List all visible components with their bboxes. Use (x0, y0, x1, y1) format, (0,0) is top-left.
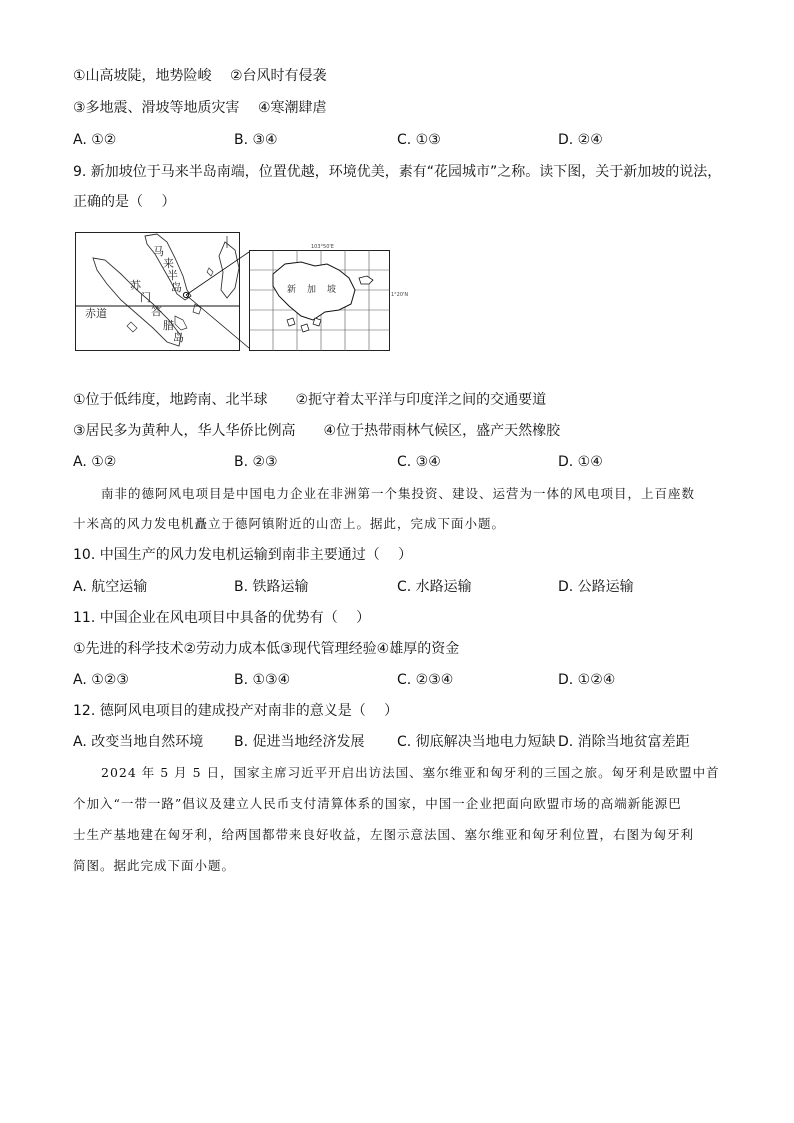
q11-statement: ①先进的科学技术②劳动力成本低③现代管理经验④雄厚的资金 (73, 641, 460, 657)
passage-1-line-2: 十米高的风力发电机矗立于德阿镇附近的山峦上。据此，完成下面小题。 (73, 516, 506, 531)
q11-option-d: D. ①②④ (558, 672, 616, 688)
q10-option-d: D. 公路运输 (558, 579, 634, 595)
q9-option-a: A. ①② (73, 454, 117, 470)
q9-statement-line-2: ③居民多为黄种人，华人华侨比例高 ④位于热带雨林气候区，盛产天然橡胶 (73, 423, 561, 439)
q8-statement-line-1: ①山高坡陡，地势险峻 ②台风时有侵袭 (73, 68, 327, 84)
passage-2-line-2: 个加入“一带一路”倡议及建立人民币支付清算体系的国家，中国一企业把面向欧盟市场的高端新能源巴 (73, 796, 682, 811)
passage-2-line-3: 士生产基地建在匈牙利，给两国都带来良好收益，左图示意法国、塞尔维亚和匈牙利位置，右图为匈牙利 (73, 827, 695, 842)
passage-2-line-4: 简图。据此完成下面小题。 (73, 858, 236, 873)
passage-1-line-1: 南非的德阿风电项目是中国电力企业在非洲第一个集投资、建设、运营为一体的风电项目，上百座数 (101, 486, 696, 501)
map-graphic (75, 228, 495, 356)
q11-option-b: B. ①③④ (234, 672, 291, 688)
q11-option-c: C. ②③④ (397, 672, 454, 688)
label-ma: 马 (153, 245, 164, 258)
singapore-location-map (75, 228, 495, 356)
q8-option-b: B. ③④ (234, 132, 278, 148)
label-dao2: 岛 (173, 331, 184, 344)
q12-option-a: A. 改变当地自然环境 (73, 734, 204, 750)
q12-stem: 12. 德阿风电项目的建成投产对南非的意义是（ ） (73, 703, 399, 719)
passage-2-line-1: 2024 年 5 月 5 日，国家主席习近平开启出访法国、塞尔维亚和匈牙利的三国之旅。匈牙利是欧盟中首 (101, 765, 720, 780)
q9-statement-line-1: ①位于低纬度，地跨南、北半球 ②扼守着太平洋与印度洋之间的交通要道 (73, 392, 547, 408)
q12-option-d: D. 消除当地贫富差距 (558, 734, 690, 750)
q8-option-a: A. ①② (73, 132, 117, 148)
q9-option-d: D. ①④ (558, 454, 603, 470)
label-latitude: 1°20'N (391, 292, 409, 298)
q11-option-a: A. ①②③ (73, 672, 129, 688)
q9-stem-line-1: 9. 新加坡位于马来半岛南端，位置优越，环境优美，素有“花园城市”之称。读下图，关于新加坡的说法， (73, 164, 722, 180)
label-da: 答 (151, 305, 162, 318)
q12-option-b: B. 促进当地经济发展 (234, 734, 365, 750)
q12-option-c: C. 彻底解决当地电力短缺 (397, 734, 556, 750)
label-lai: 来 (163, 257, 174, 270)
q10-option-b: B. 铁路运输 (234, 579, 309, 595)
q10-option-a: A. 航空运输 (73, 579, 148, 595)
label-xin: 新 (287, 285, 297, 295)
label-jia: 加 (307, 285, 317, 295)
q9-option-b: B. ②③ (234, 454, 278, 470)
label-la: 腊 (163, 319, 174, 332)
label-equator: 赤道 (85, 307, 107, 320)
label-ban: 半 (167, 269, 178, 282)
q8-option-d: D. ②④ (558, 132, 603, 148)
q10-stem: 10. 中国生产的风力发电机运输到南非主要通过（ ） (73, 547, 413, 563)
q11-stem: 11. 中国企业在风电项目中具备的优势有（ ） (73, 610, 371, 626)
label-po: 坡 (327, 285, 337, 295)
q8-statement-line-2: ③多地震、滑坡等地质灾害 ④寒潮肆虐 (73, 100, 327, 116)
q10-option-c: C. 水路运输 (397, 579, 472, 595)
q8-option-c: C. ①③ (397, 132, 441, 148)
label-longitude: 103°50'E (311, 244, 334, 250)
label-men: 门 (140, 291, 151, 304)
label-su: 苏 (130, 279, 141, 292)
q9-stem-line-2: 正确的是（ ） (73, 194, 176, 210)
label-dao: 岛 (171, 281, 182, 294)
q9-option-c: C. ③④ (397, 454, 441, 470)
